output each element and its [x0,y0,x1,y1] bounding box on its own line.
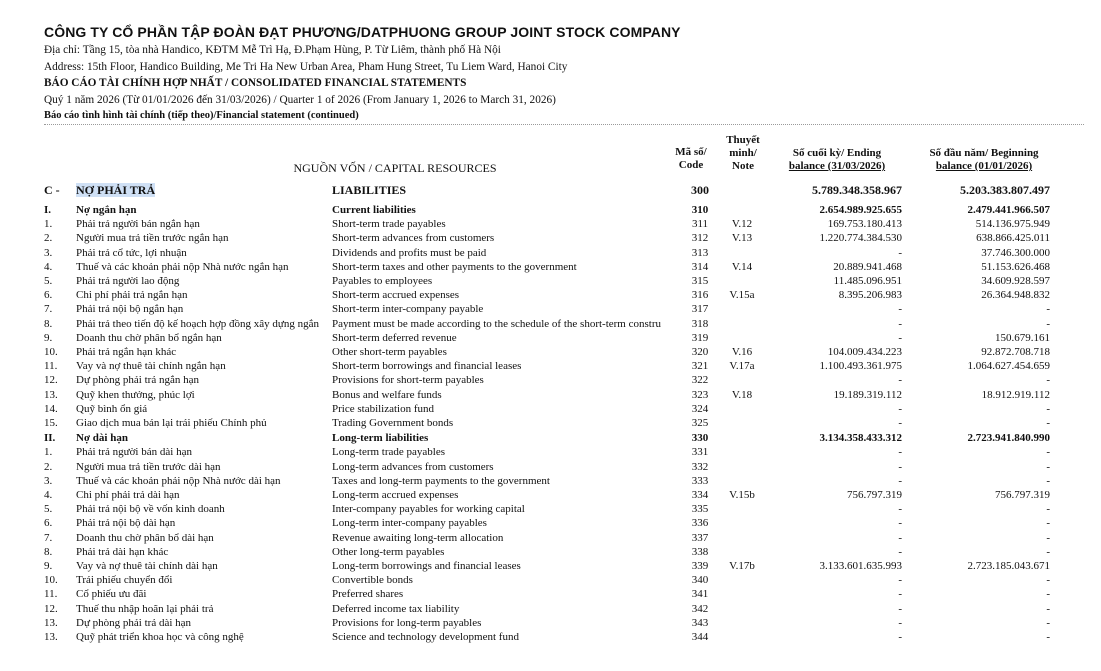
table-row [0,445,1101,459]
row-number: 5. [44,503,53,516]
row-name-vn: Doanh thu chờ phân bổ ngắn hạn [76,331,222,344]
row-name-vn [76,182,328,198]
row-number: 12. [44,374,58,387]
table-row [0,431,1101,445]
row-name-en: Long-term advances from customers [332,460,494,473]
row-code: 310 [691,204,709,216]
ending-balance-cell: - [898,517,902,530]
row-code: 337 [691,531,709,544]
row-number: 3. [44,246,53,259]
row-name-vn: Dự phòng phải trả dài hạn [76,616,192,629]
row-name-en: Short-term taxes and other payments to the government [332,260,577,273]
row-code: 311 [691,218,709,231]
row-number: 4. [44,260,53,273]
row-code: 316 [691,289,709,302]
row-number: 14. [44,402,58,415]
row-number: 12. [44,602,58,615]
address-vn: Địa chỉ: Tầng 15, tòa nhà Handico, KĐTM Mễ Trì Hạ, Đ.Phạm Hùng, P. Từ Liêm, thành phố Hà Nội [44,44,501,56]
row-code: 333 [691,474,709,487]
row-number: 2. [44,460,53,473]
beginning-balance-cell: - [1046,460,1050,473]
beginning-balance-cell: - [1046,303,1050,316]
row-name-vn: Phải trả nội bộ về vốn kinh doanh [76,503,225,516]
row-code: 313 [691,246,709,259]
row-number: 8. [44,317,53,330]
code-column-header: Mã số/ Code [675,146,707,171]
ending-balance-cell: - [898,602,902,615]
row-code: 330 [691,432,709,445]
ending-balance-cell: - [898,574,902,587]
beginning-balance-cell: 2.723.941.840.990 [967,432,1050,445]
row-name-vn: Nợ dài hạn [76,432,128,445]
beginning-balance-cell: 18.912.919.112 [981,388,1050,401]
table-row [0,402,1101,416]
beginning-balance-cell: - [1046,574,1050,587]
table-row [0,630,1101,644]
beginning-balance-cell: - [1046,588,1050,601]
beginning-balance-header: Số đầu năm/ Beginning balance (01/01/2026) [929,147,1039,172]
row-name-en: Short-term advances from customers [332,232,495,245]
row-number: 1. [44,218,53,231]
row-code: 318 [691,317,709,330]
table-row [0,616,1101,630]
row-number: 8. [44,545,53,558]
table-row [0,182,1101,198]
row-code: 317 [691,303,709,316]
beginning-balance-cell: 756.797.319 [995,489,1050,501]
row-name-vn: Chi phí phải trả dài hạn [76,489,180,501]
ending-balance-cell: - [898,303,902,316]
row-name-en: Long-term liabilities [332,432,429,445]
ending-balance-cell: - [898,331,902,344]
row-name-vn: Quỹ khen thưởng, phúc lợi [76,388,195,401]
row-name-en: Convertible bonds [332,574,413,587]
row-name-en: Current liabilities [332,204,416,216]
row-name-vn: Thuế và các khoản phải nộp Nhà nước ngắn hạn [76,260,289,273]
row-code: 343 [691,616,709,629]
row-note: V.17b [729,560,755,572]
table-row [0,531,1101,545]
row-code: 319 [691,331,709,344]
beginning-balance-cell: 2.479.441.966.507 [967,204,1050,216]
table-row [0,331,1101,345]
row-code: 323 [691,388,709,401]
row-code: 338 [691,545,709,558]
beginning-balance-cell: - [1046,402,1050,415]
row-name-vn: Phải trả ngắn hạn khác [76,346,177,358]
ending-balance-cell: - [898,588,902,601]
row-name-en: Long-term accrued expenses [332,489,459,501]
table-row [0,345,1101,359]
table-row [0,359,1101,373]
table-row [0,502,1101,516]
row-name-vn: Dự phòng phải trả ngắn hạn [76,374,199,387]
table-row [0,573,1101,587]
row-name-en: LIABILITIES [332,183,407,197]
ending-balance-cell: - [898,616,902,629]
table-row [0,545,1101,559]
beginning-balance-cell: - [1046,545,1050,558]
row-note: V.13 [731,232,753,245]
row-number: 4. [44,489,53,501]
table-row [0,460,1101,474]
ending-balance-cell: 8.395.206.983 [838,289,902,302]
row-note: V.16 [731,346,753,358]
row-number: 13. [44,616,58,629]
table-row [0,488,1101,502]
row-number: 5. [44,275,53,287]
company-name: CÔNG TY CỔ PHẦN TẬP ĐOÀN ĐẠT PHƯƠNG/DATPHUONG GROUP JOINT STOCK COMPANY [44,24,681,40]
ending-balance-cell: - [898,474,902,487]
row-number: 11. [44,360,58,373]
ending-balance-cell: 11.485.096.951 [833,275,902,287]
ending-balance-cell: - [898,417,902,429]
row-name-vn: Người mua trả tiền trước ngắn hạn [76,232,229,245]
row-name-vn: Vay và nợ thuê tài chính dài hạn [76,560,218,572]
table-row [0,516,1101,530]
table-row [0,246,1101,260]
ending-balance-cell: 19.189.319.112 [833,388,902,401]
row-name-vn: Phải trả nội bộ dài hạn [76,517,176,530]
row-code: 339 [691,560,709,572]
row-name-vn: Quỹ phát triển khoa học và công nghệ [76,631,244,643]
row-name-en: Taxes and long-term payments to the government [332,474,550,487]
ending-balance-cell: 756.797.319 [847,489,902,501]
row-note: V.14 [731,260,753,273]
beginning-balance-cell: 150.679.161 [995,331,1050,344]
ending-balance-cell: 20.889.941.468 [833,260,902,273]
ending-balance-header: Số cuối kỳ/ Ending balance (31/03/2026) [788,147,886,172]
row-number: 6. [44,517,53,530]
row-name-en: Science and technology development fund [332,631,519,643]
beginning-balance-cell: - [1046,417,1050,429]
row-code: 344 [691,631,709,643]
ending-balance-cell: - [898,460,902,473]
header-divider [44,124,1084,125]
row-number: 7. [44,531,53,544]
ending-balance-cell: - [898,545,902,558]
beginning-balance-cell: - [1046,631,1050,643]
row-code: 325 [691,417,709,429]
row-code: 331 [691,446,709,459]
row-note: V.15a [729,289,755,302]
row-name-en: Payment must be made according to the schedule of the short-term constru [332,317,661,330]
ending-balance-cell: - [898,402,902,415]
row-name-en: Long-term inter-company payables [332,517,487,530]
beginning-balance-cell: 514.136.975.949 [975,218,1050,231]
ending-balance-cell: 1.220.774.384.530 [819,232,902,245]
row-name-vn: Giao dịch mua bán lại trái phiếu Chính phủ [76,417,267,429]
row-number: 1. [44,446,53,459]
row-name-vn: Thuế và các khoản phải nộp Nhà nước dài hạn [76,474,281,487]
row-name-vn: Phải trả dài hạn khác [76,545,169,558]
ending-balance-cell: - [898,503,902,516]
beginning-balance-cell: - [1046,474,1050,487]
beginning-balance-cell: 37.746.300.000 [981,246,1050,259]
table-row [0,288,1101,302]
row-name-en: Payables to employees [332,275,433,287]
row-name-vn: Nợ ngắn hạn [76,204,137,216]
beginning-balance-cell: 2.723.185.043.671 [967,560,1050,572]
row-number: 7. [44,303,53,316]
row-name-en: Short-term borrowings and financial leases [332,360,522,373]
ending-balance-cell: - [898,317,902,330]
beginning-balance-cell: 638.866.425.011 [976,232,1050,245]
row-name-en: Preferred shares [332,588,404,601]
beginning-balance-cell: - [1046,517,1050,530]
row-name-vn: Trái phiếu chuyển đổi [76,574,173,587]
row-code: 324 [691,402,709,415]
row-name-en: Short-term inter-company payable [332,303,484,316]
row-code: 340 [691,574,709,587]
row-name-vn: Phải trả theo tiến độ kế hoạch hợp đồng xây dựng ngắn [76,317,320,330]
row-code: 300 [691,183,709,197]
row-name-vn: Quỹ bình ổn giá [76,402,148,415]
ending-balance-cell: - [898,631,902,643]
address-en: Address: 15th Floor, Handico Building, Me Tri Ha New Urban Area, Pham Hung Street, Tu Liem Ward, Hanoi City [44,61,568,73]
row-number: 3. [44,474,53,487]
row-number: 2. [44,232,53,245]
row-name-en: Revenue awaiting long-term allocation [332,531,504,544]
table-row [0,416,1101,430]
ending-balance-cell: 3.133.601.635.993 [819,560,902,572]
row-number: II. [44,432,56,445]
row-name-vn: Phải trả nội bộ ngắn hạn [76,303,184,316]
beginning-balance-cell: 34.609.928.597 [981,275,1050,287]
row-name-en: Short-term trade payables [332,218,446,231]
row-name-en: Long-term trade payables [332,446,446,459]
beginning-balance-cell: 1.064.627.454.659 [967,360,1050,373]
row-number: I. [44,204,52,216]
row-code: 322 [691,374,709,387]
row-note: V.18 [731,388,753,401]
beginning-balance-cell: 51.153.626.468 [981,260,1050,273]
beginning-balance-cell: - [1046,374,1050,387]
note-column-header: Thuyết minh/ Note [726,134,760,172]
row-number: 13. [44,388,58,401]
row-name-en: Dividends and profits must be paid [332,246,487,259]
row-name-vn: Thuế thu nhập hoãn lại phải trả [76,602,214,615]
ending-balance-cell: 5.789.348.358.967 [812,183,902,197]
beginning-balance-cell: 26.364.948.832 [981,289,1050,302]
row-note: V.17a [729,360,755,373]
row-name-vn: Chi phí phải trả ngắn hạn [76,289,188,302]
row-code: 332 [691,460,709,473]
row-code: 334 [691,489,709,501]
row-number: 11. [44,588,58,601]
row-name-en: Bonus and welfare funds [332,388,442,401]
row-name-vn: Vay và nợ thuê tài chính ngắn hạn [76,360,226,373]
row-code: 336 [691,517,709,530]
ending-balance-cell: - [898,446,902,459]
row-number: 10. [44,574,58,587]
row-name-en: Deferred income tax liability [332,602,460,615]
table-row [0,203,1101,217]
table-row [0,231,1101,245]
row-code: 342 [691,602,709,615]
row-name-en: Short-term accrued expenses [332,289,460,302]
row-name-vn: Phải trả cổ tức, lợi nhuận [76,246,187,259]
row-number: C - [44,183,60,197]
row-name-en: Price stabilization fund [332,402,435,415]
row-name-en: Long-term borrowings and financial leases [332,560,521,572]
ending-balance-cell: 3.134.358.433.312 [819,432,902,445]
row-name-vn: Phải trả người lao động [76,275,180,287]
row-number: 10. [44,346,58,358]
row-note: V.12 [731,218,753,231]
table-row [0,474,1101,488]
beginning-balance-cell: - [1046,602,1050,615]
table-row [0,260,1101,274]
beginning-balance-cell: - [1046,531,1050,544]
row-code: 335 [691,503,709,516]
row-number: 6. [44,289,53,302]
row-number: 13. [44,631,58,643]
row-name-en: Other short-term payables [332,346,447,358]
row-name-vn: Người mua trả tiền trước dài hạn [76,460,221,473]
row-name-en: Short-term deferred revenue [332,331,457,344]
ending-balance-cell: - [898,531,902,544]
row-number: 15. [44,417,58,429]
row-name-vn: Phải trả người bán dài hạn [76,446,192,459]
row-code: 321 [691,360,709,373]
beginning-balance-cell: - [1046,503,1050,516]
row-code: 320 [691,346,709,358]
table-row [0,388,1101,402]
row-code: 314 [691,260,709,273]
row-number: 9. [44,331,53,344]
table-row [0,602,1101,616]
row-name-en: Provisions for short-term payables [332,374,484,387]
row-code: 315 [691,275,709,287]
highlighted-selection: NỢ PHẢI TRẢ [76,183,156,197]
ending-balance-cell: 2.654.989.925.655 [819,204,902,216]
table-row [0,302,1101,316]
ending-balance-cell: 104.009.434.223 [827,346,902,358]
ending-balance-cell: - [898,246,902,259]
table-row [0,373,1101,387]
ending-balance-cell: 1.100.493.361.975 [819,360,902,373]
row-code: 312 [691,232,709,245]
report-subtitle: Báo cáo tình hình tài chính (tiếp theo)/Financial statement (continued) [44,110,359,121]
row-name-en: Trading Government bonds [332,417,454,429]
report-title: BÁO CÁO TÀI CHÍNH HỢP NHẤT / CONSOLIDATED FINANCIAL STATEMENTS [44,77,467,89]
row-name-vn: Phải trả người bán ngắn hạn [76,218,200,231]
table-row [0,587,1101,601]
row-code: 341 [691,588,709,601]
beginning-balance-cell: - [1046,446,1050,459]
report-period: Quý 1 năm 2026 (Từ 01/01/2026 đến 31/03/2026) / Quarter 1 of 2026 (From January 1, 2026 to March 31, 2026) [44,94,556,106]
row-name-vn: Doanh thu chờ phân bổ dài hạn [76,531,214,544]
table-row [0,559,1101,573]
ending-balance-cell: 169.753.180.413 [827,218,902,231]
ending-balance-cell: - [898,374,902,387]
table-row [0,217,1101,231]
row-name-vn: Cổ phiếu ưu đãi [76,588,147,601]
capital-resources-header: NGUỒN VỐN / CAPITAL RESOURCES [293,161,497,175]
beginning-balance-cell: 92.872.708.718 [981,346,1050,358]
beginning-balance-cell: - [1046,317,1050,330]
row-note: V.15b [729,489,755,501]
row-name-en: Provisions for long-term payables [332,616,482,629]
row-number: 9. [44,560,53,572]
table-row [0,274,1101,288]
row-name-en: Inter-company payables for working capital [332,503,525,516]
beginning-balance-cell: 5.203.383.807.497 [960,183,1050,197]
beginning-balance-cell: - [1046,616,1050,629]
table-row [0,317,1101,331]
row-name-en: Other long-term payables [332,545,445,558]
